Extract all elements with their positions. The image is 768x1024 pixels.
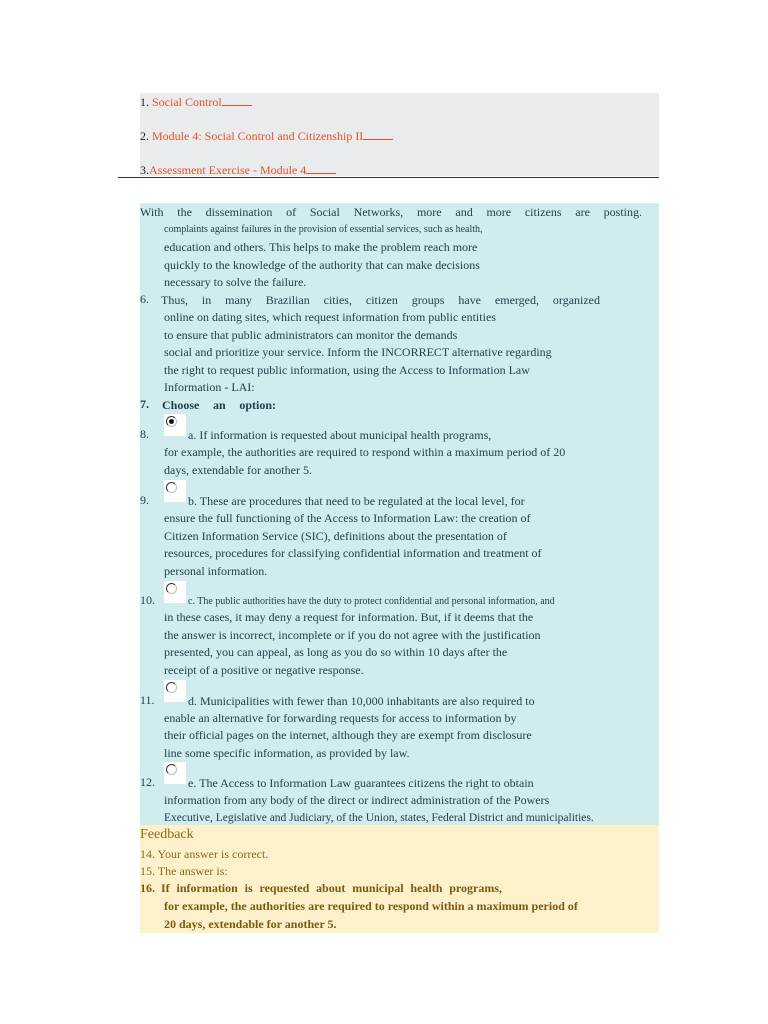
- feedback-panel: [140, 825, 659, 933]
- breadcrumb-link-module-4[interactable]: Module 4: Social Control and Citizenship II: [152, 129, 364, 143]
- question-intro-line: education and others. This helps to make the problem reach more: [164, 240, 478, 254]
- breadcrumb-link-social-control[interactable]: Social Control: [152, 95, 222, 109]
- question-text-line: Information - LAI:: [164, 380, 255, 394]
- option-b-radio[interactable]: [164, 480, 186, 502]
- option-text-line: resources, procedures for classifying confidential information and treatment of: [164, 546, 542, 560]
- paragraph-number: 7.: [140, 397, 149, 411]
- breadcrumb-link-assessment-exercise[interactable]: Assessment Exercise - Module 4: [149, 163, 307, 177]
- radio-checked-icon: [166, 416, 177, 427]
- option-a-text[interactable]: a. If information is requested about municipal health programs,: [188, 428, 492, 442]
- option-text-line: Citizen Information Service (SIC), definitions about the presentation of: [164, 529, 507, 543]
- link-underline: [363, 129, 393, 140]
- choose-option-label: Choose an option:: [162, 398, 276, 412]
- divider: [118, 177, 659, 178]
- option-text-line: information from any body of the direct or indirect administration of the Powers: [164, 793, 550, 807]
- option-text-line: their official pages on the internet, although they are exempt from disclosure: [164, 728, 532, 742]
- breadcrumb-number: 2.: [140, 129, 149, 143]
- question-panel: [140, 203, 659, 825]
- option-text-line: days, extendable for another 5.: [164, 463, 312, 477]
- breadcrumb-number: 1.: [140, 95, 149, 109]
- feedback-correct-text: 14. Your answer is correct.: [140, 847, 269, 861]
- option-text-line: enable an alternative for forwarding requests for access to information by: [164, 711, 517, 725]
- option-number: 9.: [140, 493, 149, 507]
- option-e-text[interactable]: e. The Access to Information Law guarantees citizens the right to obtain: [188, 776, 534, 790]
- option-number: 12.: [140, 775, 155, 789]
- option-text-line: for example, the authorities are required to respond within a maximum period of 20: [164, 445, 566, 459]
- radio-unchecked-icon: [166, 583, 177, 594]
- option-number: 10.: [140, 593, 155, 607]
- option-text-line: line some specific information, as provided by law.: [164, 746, 410, 760]
- feedback-answer-label: 15. The answer is:: [140, 864, 228, 878]
- link-underline: [306, 163, 336, 174]
- option-c-text[interactable]: c. The public authorities have the duty to protect confidential and personal information, and: [188, 596, 555, 607]
- question-intro-line: With the dissemination of Social Networks, more and more citizens are posting.: [140, 205, 642, 219]
- option-text-line: Executive, Legislative and Judiciary, of the Union, states, Federal District and municipalities.: [164, 812, 594, 824]
- option-text-line: receipt of a positive or negative response.: [164, 663, 364, 677]
- option-text-line: ensure the full functioning of the Access to Information Law: the creation of: [164, 511, 531, 525]
- option-a-radio[interactable]: [164, 414, 186, 436]
- option-text-line: the answer is incorrect, incomplete or if you do not agree with the justification: [164, 628, 541, 642]
- question-text-line: the right to request public information, using the Access to Information Law: [164, 363, 530, 377]
- question-intro-line: necessary to solve the failure.: [164, 275, 307, 289]
- question-text-line: Thus, in many Brazilian cities, citizen groups have emerged, organized: [161, 293, 600, 307]
- feedback-answer-line: If information is requested about municipal health programs,: [161, 881, 502, 895]
- option-d-text[interactable]: d. Municipalities with fewer than 10,000 inhabitants are also required to: [188, 694, 535, 708]
- breadcrumb-item: [140, 163, 336, 178]
- feedback-title: Feedback: [140, 827, 194, 842]
- breadcrumb: [140, 93, 659, 176]
- option-e-radio[interactable]: [164, 762, 186, 784]
- feedback-answer-line: for example, the authorities are required to respond within a maximum period of: [164, 899, 578, 913]
- radio-unchecked-icon: [166, 764, 177, 775]
- breadcrumb-item: [140, 95, 252, 110]
- option-b-text[interactable]: b. These are procedures that need to be regulated at the local level, for: [188, 494, 525, 508]
- question-intro-line: complaints against failures in the provision of essential services, such as health,: [164, 224, 483, 235]
- question-intro-line: quickly to the knowledge of the authority that can make decisions: [164, 258, 480, 272]
- question-text-line: social and prioritize your service. Inform the INCORRECT alternative regarding: [164, 345, 552, 359]
- option-text-line: in these cases, it may deny a request for information. But, if it deems that the: [164, 610, 534, 624]
- paragraph-number: 6.: [140, 292, 149, 306]
- option-text-line: presented, you can appeal, as long as you do so within 10 days after the: [164, 645, 508, 659]
- link-underline: [222, 95, 252, 106]
- option-number: 8.: [140, 427, 149, 441]
- breadcrumb-item: [140, 129, 393, 144]
- radio-unchecked-icon: [166, 482, 177, 493]
- option-number: 11.: [140, 693, 155, 707]
- option-d-radio[interactable]: [164, 680, 186, 702]
- paragraph-number: 16.: [140, 881, 155, 895]
- question-text-line: to ensure that public administrators can monitor the demands: [164, 328, 458, 342]
- option-c-radio[interactable]: [164, 581, 186, 603]
- radio-unchecked-icon: [166, 682, 177, 693]
- option-text-line: personal information.: [164, 564, 268, 578]
- question-text-line: online on dating sites, which request information from public entities: [164, 310, 496, 324]
- feedback-answer-line: 20 days, extendable for another 5.: [164, 917, 337, 931]
- breadcrumb-number: 3.: [140, 163, 149, 177]
